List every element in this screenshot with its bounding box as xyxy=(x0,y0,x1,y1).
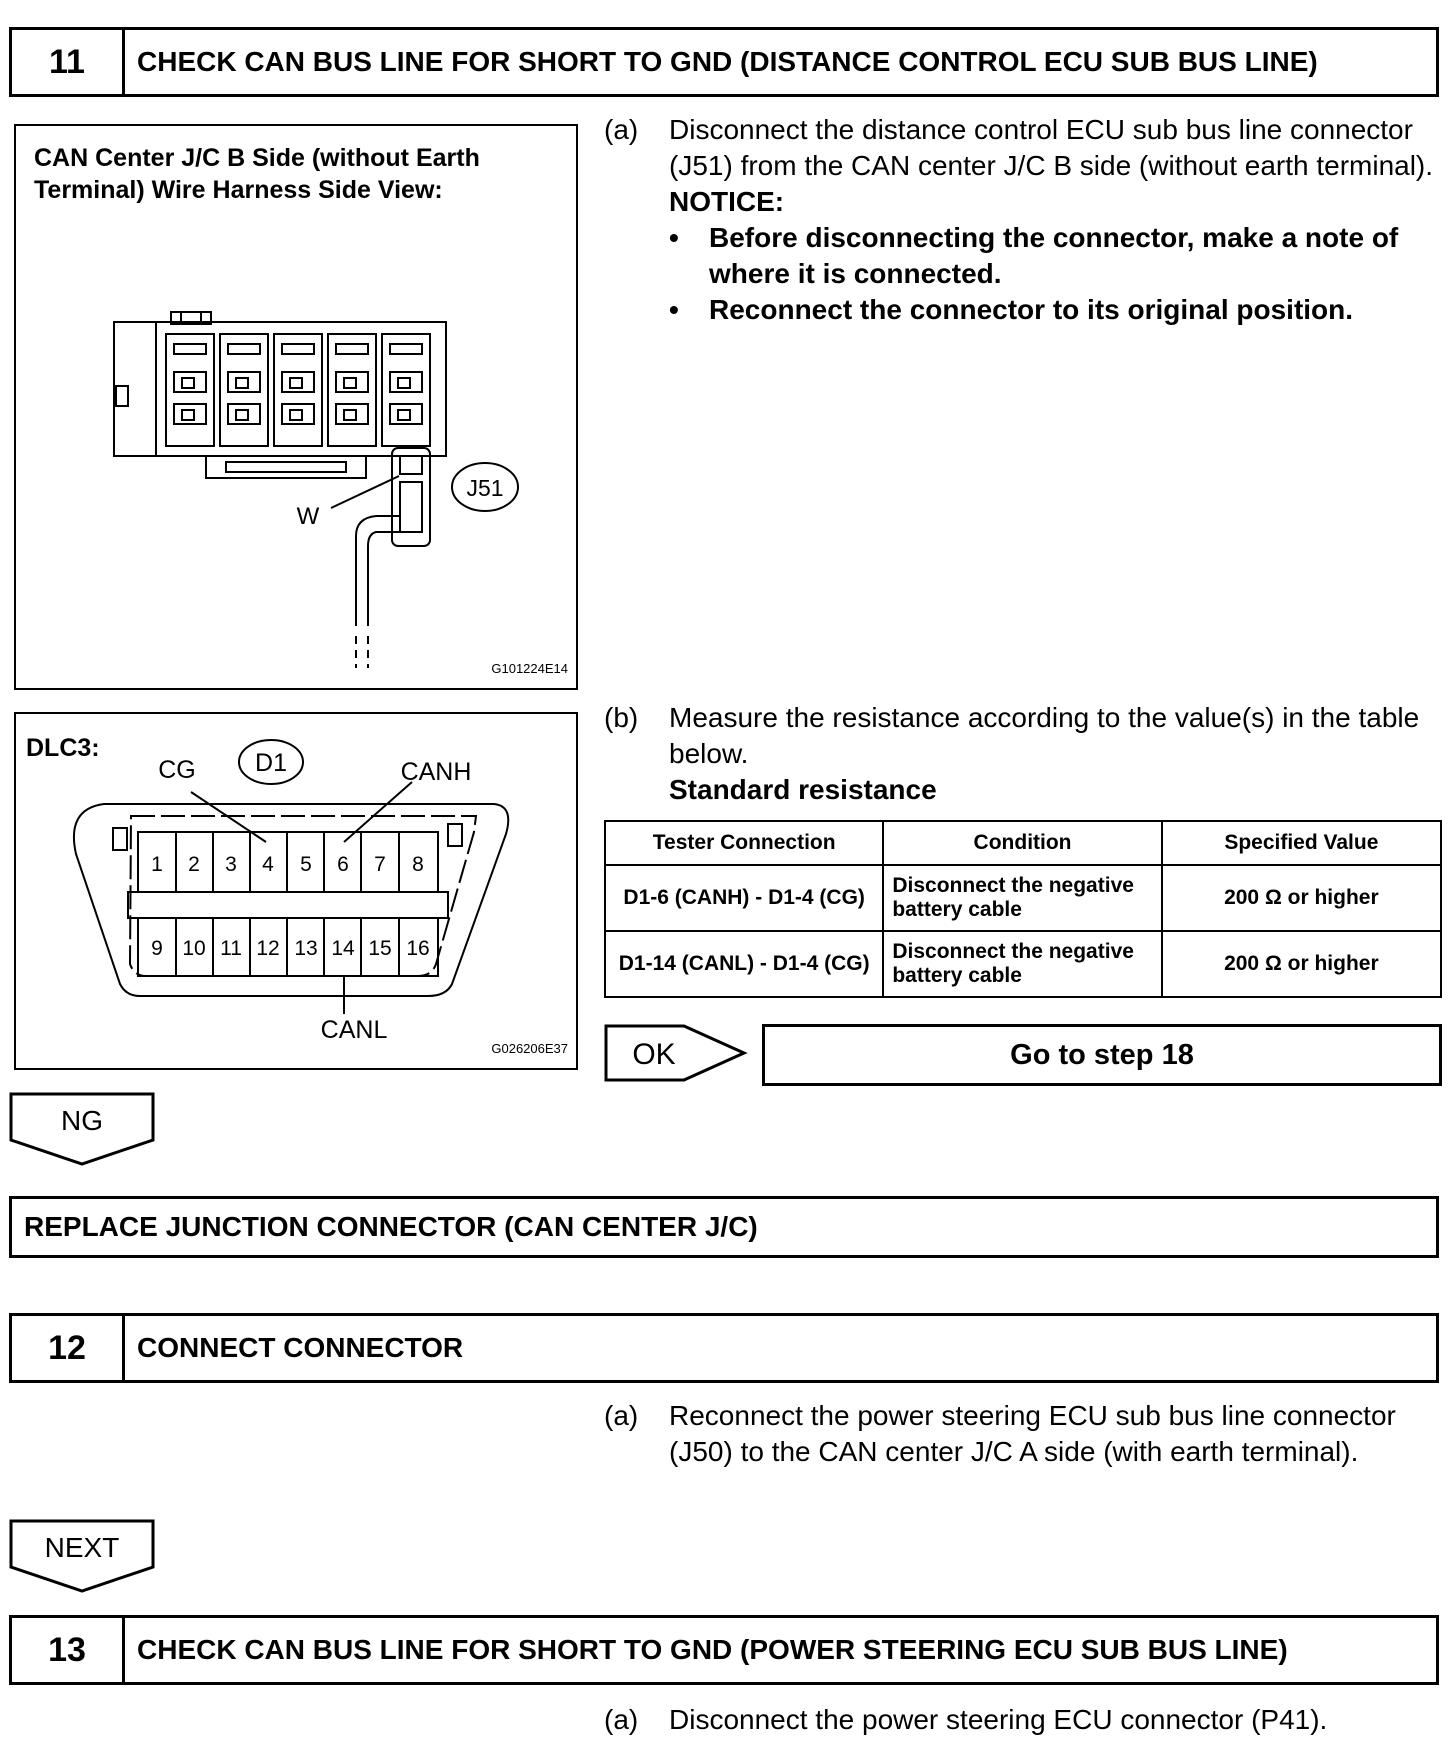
step-label: (a) xyxy=(604,1704,639,1735)
step-number: 12 xyxy=(12,1316,125,1380)
ok-button[interactable] xyxy=(604,1024,764,1086)
go-to-step-18-link[interactable]: Go to step 18 xyxy=(762,1024,1442,1086)
dlc3-connector-drawing xyxy=(16,714,576,1068)
figure-can-center-jc xyxy=(14,124,578,690)
tester-connection-cell: D1-14 (CANL) - D1-4 (CG) xyxy=(605,931,883,997)
condition-cell: Disconnect the negative battery cable xyxy=(883,931,1161,997)
ng-button[interactable] xyxy=(9,1092,157,1166)
notice-title: NOTICE: xyxy=(669,186,785,217)
notice-item: • Reconnect the connector to its original position. xyxy=(669,292,1449,328)
pin-16: 16 xyxy=(406,937,430,960)
pin-15: 15 xyxy=(368,937,392,960)
step-title: CHECK CAN BUS LINE FOR SHORT TO GND (DISTANCE CONTROL ECU SUB BUS LINE) xyxy=(137,46,1318,77)
table-header-row xyxy=(605,821,1441,865)
figure-label: CAN Center J/C B Side (without Earth Terminal) Wire Harness Side View: xyxy=(34,144,480,204)
specified-value-cell: 200 Ω or higher xyxy=(1162,931,1441,997)
column-header: Condition xyxy=(883,821,1161,865)
wire-color-label: W xyxy=(296,503,320,530)
pin-14: 14 xyxy=(331,937,355,960)
notice-item: • Before disconnecting the connector, make a note of where it is connected. xyxy=(669,220,1449,292)
step-11-header xyxy=(9,27,1439,97)
next-button[interactable] xyxy=(9,1519,157,1593)
jc-connector-drawing xyxy=(16,126,576,688)
pin-3: 3 xyxy=(225,853,237,876)
canh-label: CANH xyxy=(400,758,472,786)
canl-label: CANL xyxy=(320,1016,388,1044)
figure-dlc3 xyxy=(14,712,578,1070)
pin-9: 9 xyxy=(151,937,163,960)
step-text: Measure the resistance according to the value(s) in the table below. xyxy=(669,702,1420,769)
step-11-b xyxy=(604,700,1454,810)
connector-j51-label: J51 xyxy=(466,475,504,501)
pin-8: 8 xyxy=(412,853,424,876)
pin-7: 7 xyxy=(374,853,386,876)
step-label: (a) xyxy=(604,1400,639,1431)
step-number: 13 xyxy=(12,1618,125,1682)
step-number: 11 xyxy=(12,30,125,94)
pin-5: 5 xyxy=(300,853,312,876)
tester-connection-cell: D1-6 (CANH) - D1-4 (CG) xyxy=(605,865,883,931)
condition-cell: Disconnect the negative battery cable xyxy=(883,865,1161,931)
figure-code: G101224E14 xyxy=(491,661,568,676)
specified-value-cell: 200 Ω or higher xyxy=(1162,865,1441,931)
table-row xyxy=(605,931,1441,997)
step-13-a xyxy=(604,1702,1454,1742)
next-label: NEXT xyxy=(44,1532,120,1563)
pin-2: 2 xyxy=(188,853,200,876)
column-header: Specified Value xyxy=(1162,821,1441,865)
step-12-a xyxy=(604,1398,1454,1508)
connector-d1-label: D1 xyxy=(255,749,287,777)
pin-11: 11 xyxy=(220,937,242,960)
step-label: (a) xyxy=(604,114,639,145)
step-text: Reconnect the power steering ECU sub bus line connector (J50) to the CAN center J/C A side (with earth terminal). xyxy=(669,1400,1396,1467)
standard-resistance-table xyxy=(604,820,1442,998)
column-header: Tester Connection xyxy=(605,821,883,865)
pin-4: 4 xyxy=(262,853,274,876)
step-13-header xyxy=(9,1615,1439,1685)
step-title: CONNECT CONNECTOR xyxy=(137,1332,464,1363)
pin-10: 10 xyxy=(182,937,206,960)
step-text: Disconnect the distance control ECU sub bus line connector (J51) from the CAN center J/C B side (without earth terminal). xyxy=(669,114,1434,181)
cg-label: CG xyxy=(158,756,196,784)
step-12-header xyxy=(9,1313,1439,1383)
replace-junction-connector-box: REPLACE JUNCTION CONNECTOR (CAN CENTER J/C) xyxy=(9,1196,1439,1258)
pin-1: 1 xyxy=(151,853,163,876)
pin-12: 12 xyxy=(256,937,280,960)
step-11-a xyxy=(604,112,1454,392)
table-row xyxy=(605,865,1441,931)
pin-13: 13 xyxy=(294,937,318,960)
figure-code: G026206E37 xyxy=(491,1041,568,1056)
table-subtitle: Standard resistance xyxy=(669,774,937,805)
step-text: Disconnect the power steering ECU connector (P41). xyxy=(669,1704,1328,1735)
step-label: (b) xyxy=(604,702,639,733)
ok-label: OK xyxy=(632,1038,676,1071)
figure-label: DLC3: xyxy=(26,734,100,762)
ng-label: NG xyxy=(61,1105,103,1136)
pin-6: 6 xyxy=(337,853,349,876)
step-title: CHECK CAN BUS LINE FOR SHORT TO GND (POWER STEERING ECU SUB BUS LINE) xyxy=(137,1634,1288,1665)
